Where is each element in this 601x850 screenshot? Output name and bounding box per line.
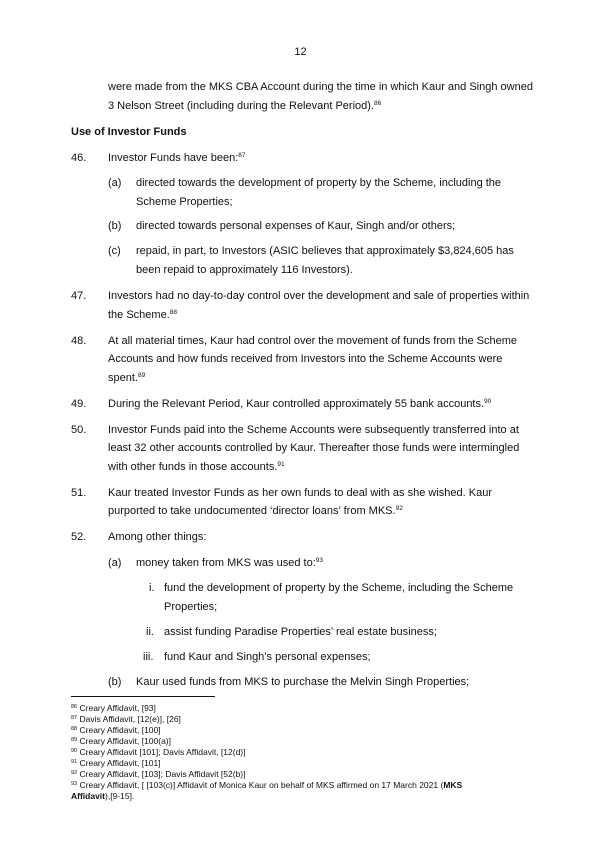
footnote-ref: 88 (169, 309, 177, 316)
para-50-line-2: least 32 other accounts controlled by Kaur. Thereafter those funds were intermingled (108, 442, 520, 454)
subitem-label: iii. (143, 651, 154, 663)
para-49-line-1: During the Relevant Period, Kaur controlled approximately 55 bank accounts.$^{90}$ (108, 398, 492, 410)
item-b-line-1: directed towards personal expenses of Kaur, Singh and/or others; (136, 220, 456, 232)
para-number: 52. (71, 531, 87, 543)
intro-line-2: 3 Nelson Street (including during the Relevant Period).$^{86}$ (108, 100, 382, 112)
footnote-ref: 86 (373, 100, 382, 107)
subitem-iii-line-1: fund Kaur and Singh’s personal expenses; (164, 651, 371, 663)
item-label: (a) (108, 557, 122, 569)
para-52-text: Among other things: (108, 531, 207, 543)
para-51-line-1: Kaur treated Investor Funds as her own funds to deal with as she wished. Kaur (108, 487, 492, 499)
para-46-text: Investor Funds have been:$^{87}$ (108, 152, 246, 164)
item-a-line-2: Scheme Properties; (136, 196, 233, 208)
para-48-line-1: At all material times, Kaur had control over the movement of funds from the Scheme (108, 335, 518, 347)
item-c-line-2: been repaid to approximately 116 Investors). (136, 264, 353, 276)
footnote-ref: 90 (484, 398, 492, 405)
para-50-line-1: Investor Funds paid into the Scheme Accounts were subsequently transferred into at (108, 424, 519, 436)
para-number: 47. (71, 290, 87, 302)
footnote-ref: 87 (238, 152, 246, 159)
footnote: $^{93}$ Creary Affidavit, [ [103(c)] Affidavit of Monica Kaur on behalf of MKS affirmed on 17 March 2021 (MKS (71, 780, 463, 790)
item-52a-text: money taken from MKS was used to:$^{93}$ (136, 557, 323, 569)
item-52b-text: Kaur used funds from MKS to purchase the Melvin Singh Properties; (136, 676, 470, 688)
subitem-i-line-1: fund the development of property by the Scheme, including the Scheme (164, 582, 514, 594)
para-47-line-1: Investors had no day-to-day control over the development and sale of properties within (108, 290, 530, 302)
footnote-separator (71, 696, 215, 697)
para-number: 46. (71, 152, 87, 164)
footnote: $^{90}$ Creary Affidavit [101]; Davis Affidavit, [12(d)] (71, 747, 246, 757)
footnote: $^{89}$ Creary Affidavit, [100(a)] (71, 736, 171, 746)
para-48-line-3: spent.$^{89}$ (108, 372, 146, 384)
para-48-line-2: Accounts and how funds received from Investors into the Scheme Accounts were (108, 353, 503, 365)
footnote: $^{87}$ Davis Affidavit, [12(e)], [26] (71, 714, 181, 724)
subitem-i-line-2: Properties; (164, 601, 218, 613)
footnote-ref: 93 (315, 557, 323, 564)
footnote-ref: 89 (137, 372, 146, 379)
para-50-line-3: with other funds in those accounts.$^{91}$ (108, 461, 285, 473)
item-label: (b) (108, 676, 122, 688)
item-a-line-1: directed towards the development of property by the Scheme, including the (136, 177, 502, 189)
para-number: 50. (71, 424, 87, 436)
para-number: 49. (71, 398, 87, 410)
footnote-continuation: Affidavit),[9-15]. (71, 791, 135, 801)
page-number: 12 (294, 46, 307, 58)
item-c-line-1: repaid, in part, to Investors (ASIC believes that approximately $3,824,605 has (136, 245, 514, 257)
para-47-line-2: the Scheme.$^{88}$ (108, 309, 177, 321)
para-51-line-2: purported to take undocumented ‘director loans’ from MKS.$^{92}$ (108, 505, 403, 517)
intro-line-1: were made from the MKS CBA Account during the time in which Kaur and Singh owned (108, 81, 533, 93)
footnote: $^{86}$ Creary Affidavit, [93] (71, 703, 156, 713)
subitem-ii-line-1: assist funding Paradise Properties’ real estate business; (164, 626, 437, 638)
footnote-ref: 92 (395, 505, 403, 512)
footnote: $^{92}$ Creary Affidavit, [103]; Davis Affidavit [52(b)] (71, 769, 246, 779)
para-number: 51. (71, 487, 87, 499)
item-label: (c) (108, 245, 121, 257)
subitem-label: i. (149, 582, 155, 594)
subitem-label: ii. (146, 626, 154, 638)
item-label: (b) (108, 220, 122, 232)
footnote-ref: 91 (277, 461, 285, 468)
para-number: 48. (71, 335, 87, 347)
footnote: $^{91}$ Creary Affidavit, [101] (71, 758, 161, 768)
item-label: (a) (108, 177, 122, 189)
section-heading: Use of Investor Funds (71, 126, 187, 138)
footnote: $^{88}$ Creary Affidavit, [100] (71, 725, 161, 735)
